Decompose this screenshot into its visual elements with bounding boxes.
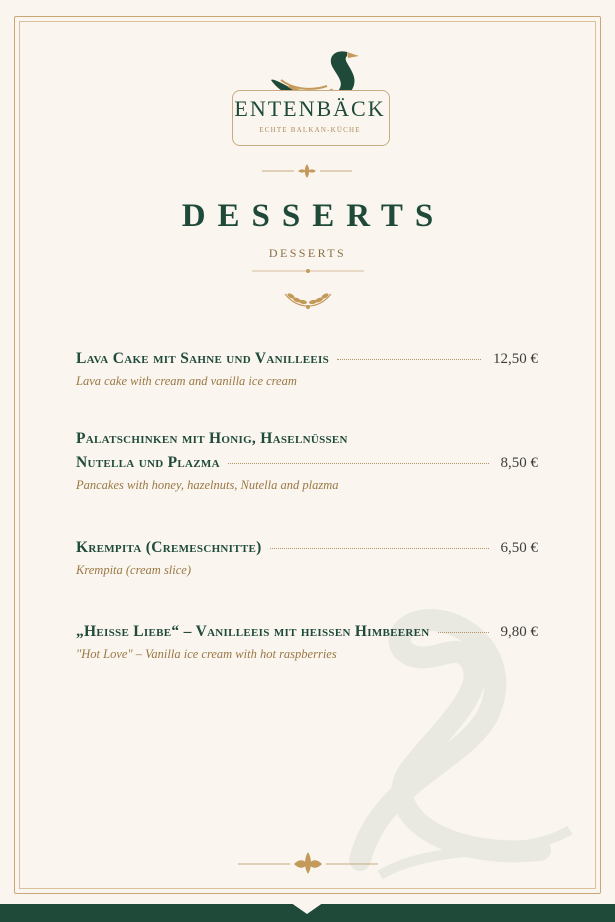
ornament-divider-icon bbox=[262, 162, 352, 180]
title-rule bbox=[252, 268, 364, 274]
item-price: 6,50 € bbox=[500, 540, 538, 556]
item-description: Pancakes with honey, hazelnuts, Nutella and plazma bbox=[76, 478, 339, 492]
item-price: 8,50 € bbox=[500, 455, 538, 471]
item-description: "Hot Love" – Vanilla ice cream with hot raspberries bbox=[76, 647, 337, 661]
brand-name: ENTENBÄCK bbox=[234, 96, 386, 121]
item-name: „Heisse Liebe“ – Vanilleeis mit heissen Himbeeren bbox=[76, 623, 430, 640]
leader-dots bbox=[270, 548, 489, 549]
leader-dots bbox=[228, 463, 489, 464]
leader-dots bbox=[438, 632, 489, 633]
section-title: DESSERTS bbox=[181, 198, 446, 234]
laurel-icon bbox=[279, 286, 337, 312]
item-name-continued: Nutella und Plazma bbox=[76, 454, 220, 471]
item-description: Krempita (cream slice) bbox=[76, 563, 192, 577]
item-description: Lava cake with cream and vanilla ice cream bbox=[76, 374, 297, 388]
item-price: 12,50 € bbox=[493, 351, 538, 367]
item-name: Lava Cake mit Sahne und Vanilleeis bbox=[76, 350, 329, 367]
item-name: Krempita (Cremeschnitte) bbox=[76, 539, 262, 556]
footer-notch bbox=[287, 900, 327, 914]
menu-item bbox=[76, 623, 538, 662]
menu-item bbox=[76, 430, 538, 493]
item-price: 9,80 € bbox=[500, 624, 538, 640]
menu-item bbox=[76, 350, 538, 389]
brand-tagline: ECHTE BALKAN-KÜCHE bbox=[259, 126, 361, 134]
leader-dots bbox=[337, 359, 481, 360]
section-subtitle: DESSERTS bbox=[268, 246, 347, 260]
item-name: Palatschinken mit Honig, Haselnüssen bbox=[76, 430, 348, 447]
ornament-divider-icon bbox=[238, 850, 378, 878]
menu-item bbox=[76, 539, 538, 578]
